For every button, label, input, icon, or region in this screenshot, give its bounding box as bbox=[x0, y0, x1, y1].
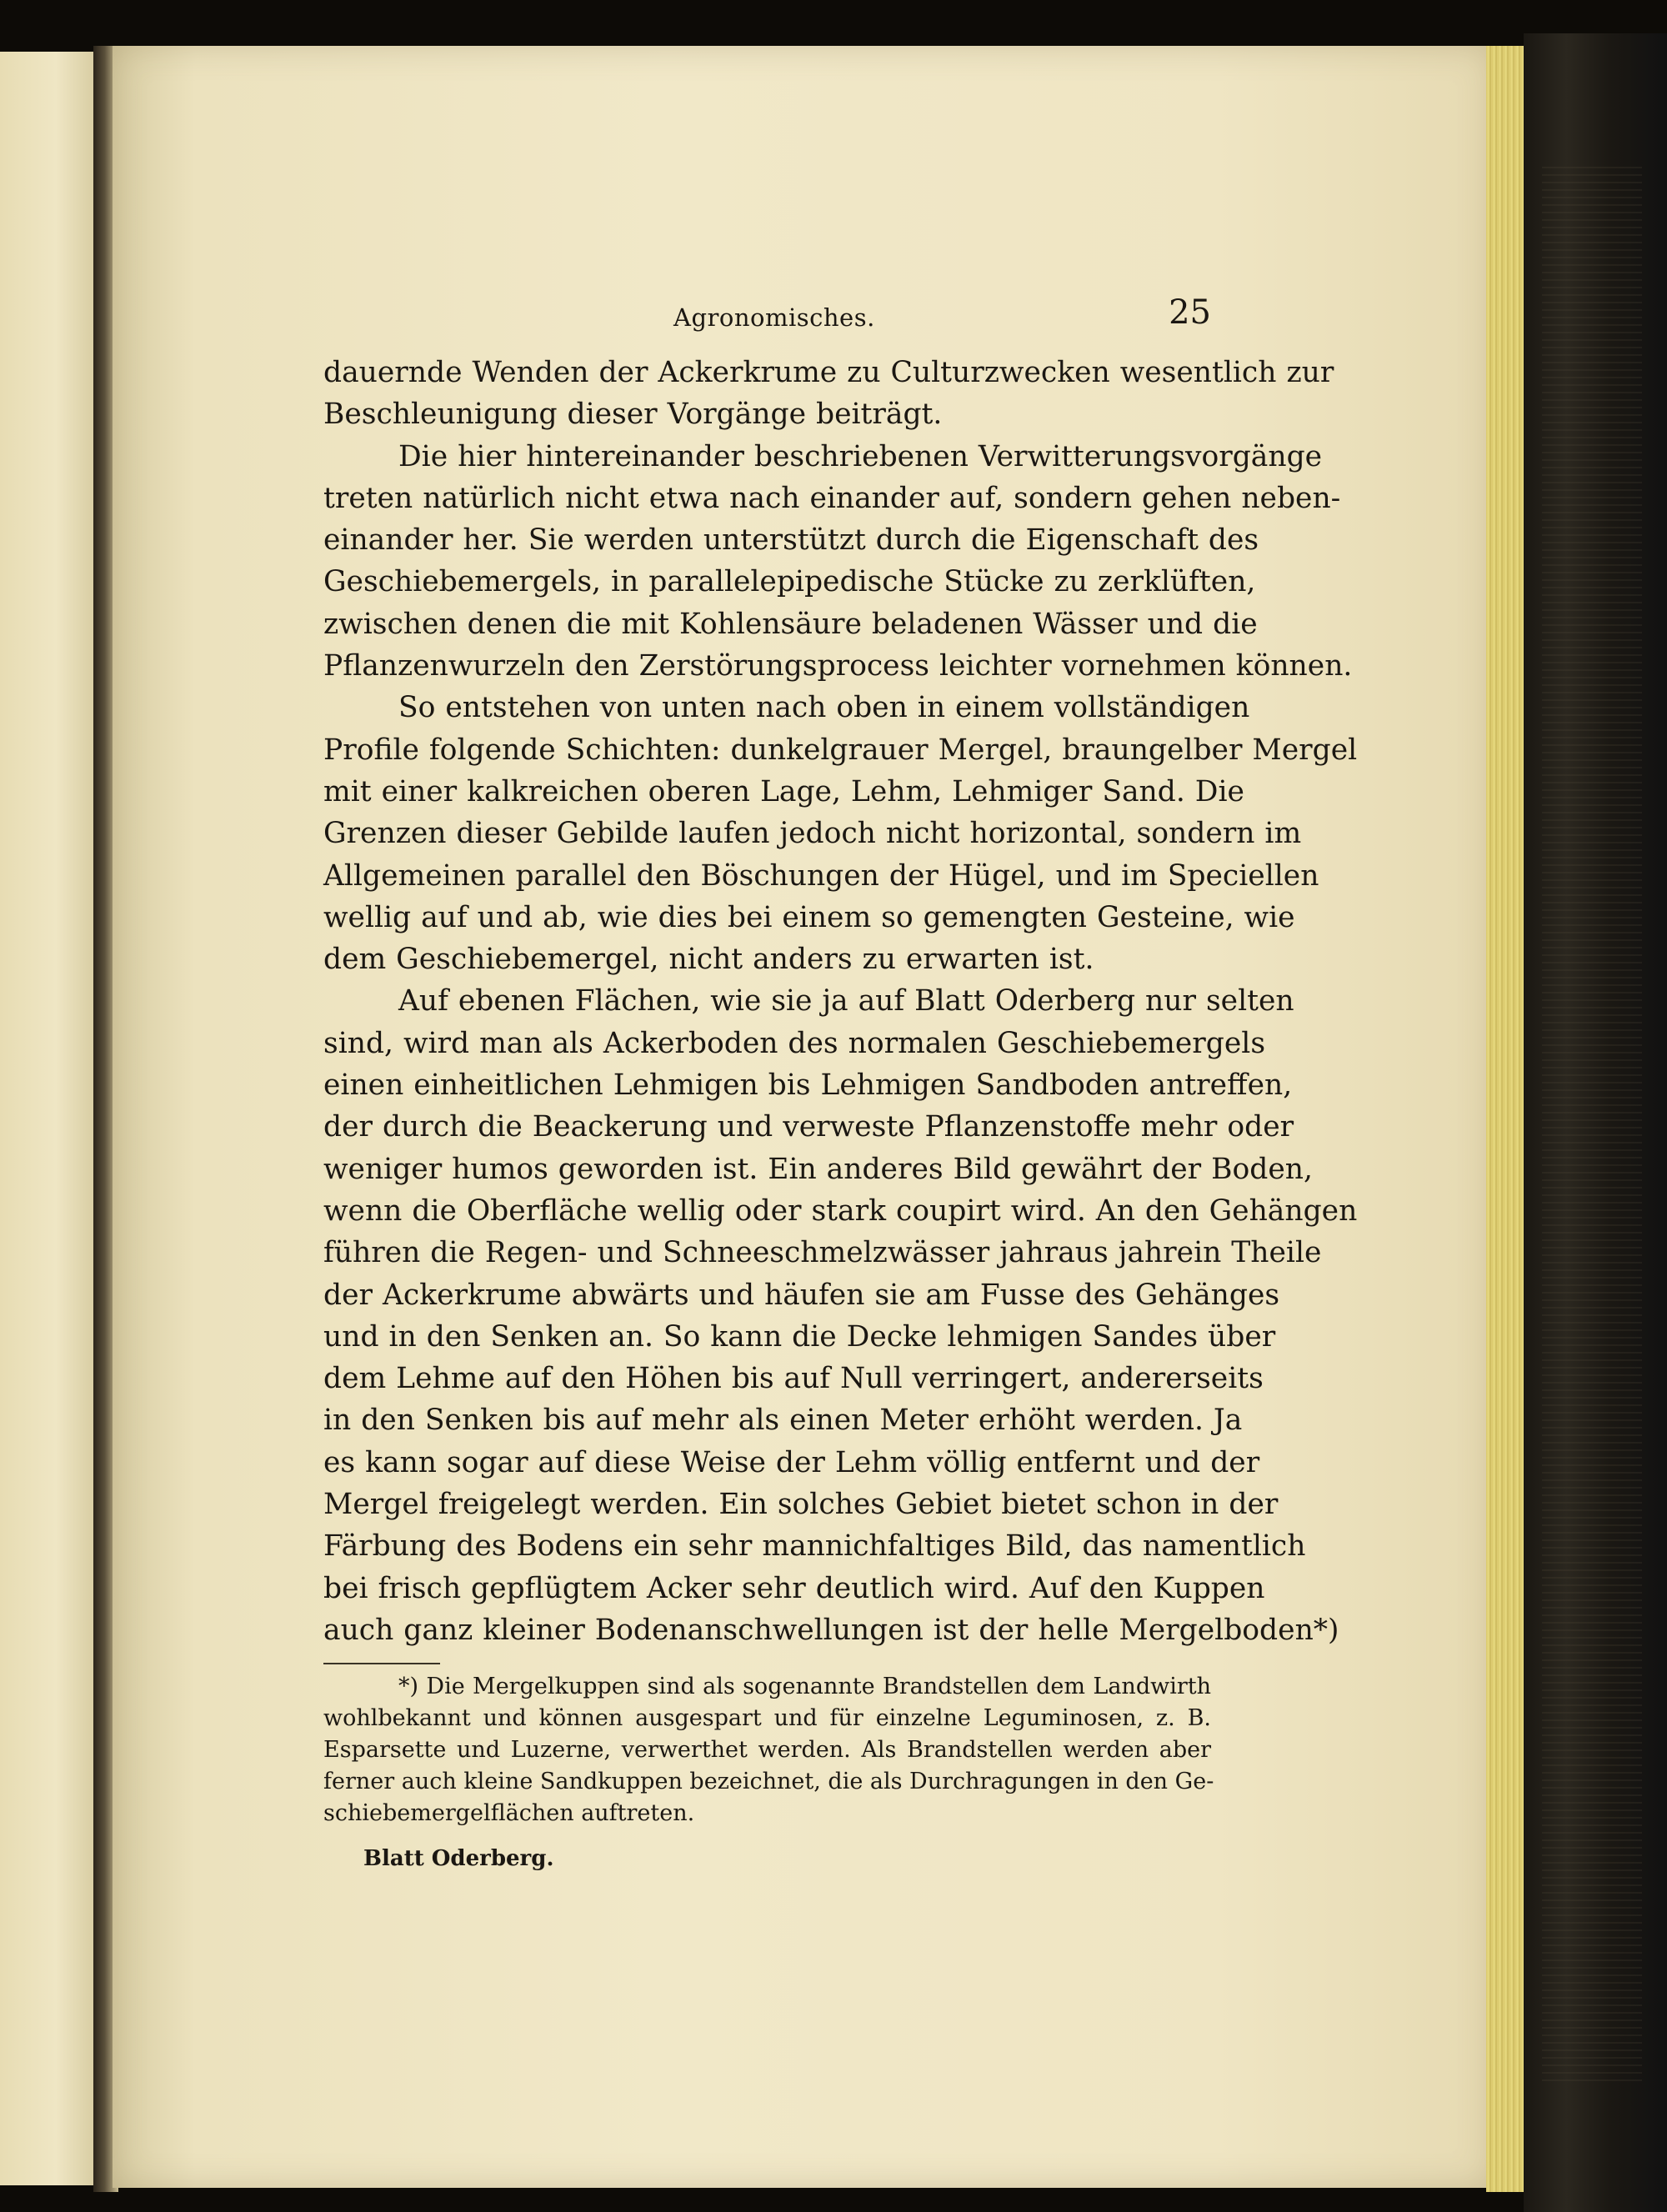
body-line: treten natürlich nicht etwa nach einander auf, sondern gehen neben- bbox=[323, 481, 1341, 515]
body-line: einander her. Sie werden unterstützt durch die Eigenschaft des bbox=[323, 523, 1259, 558]
footnote-divider bbox=[323, 1663, 440, 1664]
body-line: Mergel freigelegt werden. Ein solches Gebiet bietet schon in der bbox=[323, 1488, 1279, 1522]
body-line: Grenzen dieser Gebilde laufen jedoch nicht horizontal, sondern im bbox=[323, 817, 1302, 851]
cover-texture bbox=[1542, 167, 1642, 2084]
running-head bbox=[323, 293, 1211, 352]
footnote-line: Esparsette und Luzerne, verwerthet werden. Als Brandstellen werden aber bbox=[323, 1737, 1211, 1764]
body-line: Allgemeinen parallel den Böschungen der Hügel, und im Speciellen bbox=[323, 858, 1319, 893]
page-text-block bbox=[323, 293, 1358, 1872]
body-line: auch ganz kleiner Bodenanschwellungen ist der helle Mergelboden*) bbox=[323, 1613, 1339, 1647]
body-line: So entstehen von unten nach oben in einem vollständigen bbox=[398, 691, 1250, 725]
body-line: Pflanzenwurzeln den Zerstörungsprocess leichter vornehmen können. bbox=[323, 649, 1353, 683]
signature-mark: Blatt Oderberg. bbox=[363, 1846, 554, 1872]
body-line: mit einer kalkreichen oberen Lage, Lehm, Lehmiger Sand. Die bbox=[323, 774, 1244, 808]
body-line: in den Senken bis auf mehr als einen Meter erhöht werden. Ja bbox=[323, 1404, 1243, 1438]
body-line: Färbung des Bodens ein sehr mannichfaltiges Bild, das namentlich bbox=[323, 1529, 1306, 1564]
body-line: dem Lehme auf den Höhen bis auf Null verringert, andererseits bbox=[323, 1362, 1264, 1396]
body-text bbox=[323, 352, 1358, 1651]
body-line: der durch die Beackerung und verweste Pflanzenstoffe mehr oder bbox=[323, 1110, 1294, 1144]
body-line: und in den Senken an. So kann die Decke lehmigen Sandes über bbox=[323, 1319, 1276, 1354]
page-number: 25 bbox=[1169, 293, 1211, 332]
body-line: Auf ebenen Flächen, wie sie ja auf Blatt Oderberg nur selten bbox=[398, 984, 1294, 1018]
body-line: weniger humos geworden ist. Ein anderes Bild gewährt der Boden, bbox=[323, 1152, 1313, 1186]
body-line: bei frisch gepflügtem Acker sehr deutlich wird. Auf den Kuppen bbox=[323, 1571, 1265, 1605]
footnote bbox=[323, 1671, 1214, 1829]
body-line: zwischen denen die mit Kohlensäure beladenen Wässer und die bbox=[323, 607, 1258, 641]
body-line: sind, wird man als Ackerboden des normalen Geschiebemergels bbox=[323, 1026, 1266, 1060]
footnote-line: ferner auch kleine Sandkuppen bezeichnet, die als Durchragungen in den Ge- bbox=[323, 1769, 1214, 1795]
body-line: Die hier hintereinander beschriebenen Verwitterungsvorgänge bbox=[398, 439, 1323, 473]
page-fore-edge bbox=[1486, 46, 1526, 2192]
body-line: Beschleunigung dieser Vorgänge beiträgt. bbox=[323, 398, 943, 432]
body-line: es kann sogar auf diese Weise der Lehm völlig entfernt und der bbox=[323, 1445, 1260, 1479]
body-line: wellig auf und ab, wie dies bei einem so gemengten Gesteine, wie bbox=[323, 900, 1295, 934]
footnote-line: *) Die Mergelkuppen sind als sogenannte Brandstellen dem Landwirth bbox=[398, 1674, 1211, 1700]
footnote-line: schiebemergelflächen auftreten. bbox=[323, 1800, 695, 1827]
footnote-line: wohlbekannt und können ausgespart und für einzelne Leguminosen, z. B. bbox=[323, 1705, 1211, 1732]
left-page-edge bbox=[0, 52, 93, 2185]
body-line: Profile folgende Schichten: dunkelgrauer Mergel, braungelber Mergel bbox=[323, 733, 1358, 767]
body-line: führen die Regen- und Schneeschmelzwässer jahraus jahrein Theile bbox=[323, 1236, 1322, 1270]
body-line: wenn die Oberfläche wellig oder stark coupirt wird. An den Gehängen bbox=[323, 1194, 1358, 1228]
body-line: dem Geschiebemergel, nicht anders zu erwarten ist. bbox=[323, 943, 1094, 977]
running-head-title: Agronomisches. bbox=[673, 303, 875, 332]
body-line: einen einheitlichen Lehmigen bis Lehmigen Sandboden antreffen, bbox=[323, 1068, 1293, 1103]
body-line: der Ackerkrume abwärts und häufen sie am Fusse des Gehänges bbox=[323, 1278, 1280, 1312]
body-line: dauernde Wenden der Ackerkrume zu Culturzwecken wesentlich zur bbox=[323, 356, 1334, 389]
body-line: Geschiebemergels, in parallelepipedische Stücke zu zerklüften, bbox=[323, 565, 1256, 599]
